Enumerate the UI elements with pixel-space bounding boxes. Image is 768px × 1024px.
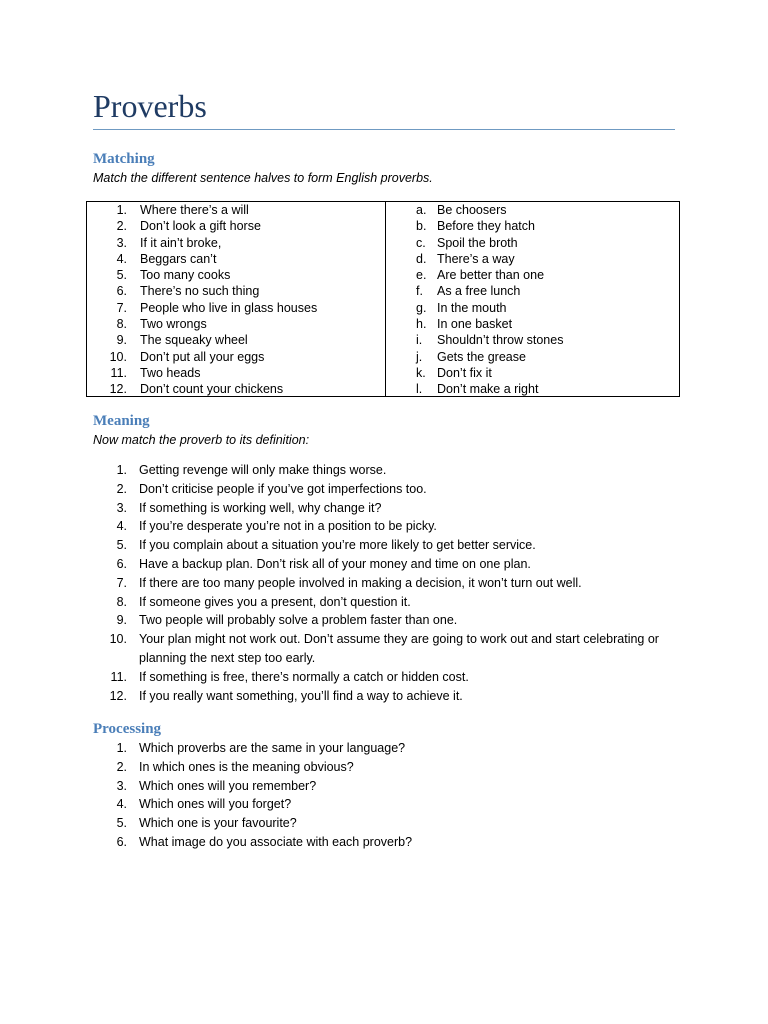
table-row (87, 381, 385, 397)
item-text: Are better than one (437, 268, 545, 283)
item-text: Two wrongs (140, 317, 207, 332)
list-item (93, 687, 693, 706)
item-number: 5. (116, 816, 127, 831)
item-number: d. (416, 251, 427, 266)
item-number: 12. (109, 382, 127, 397)
item-text: What image do you associate with each proverb? (139, 834, 413, 849)
list-item (93, 611, 693, 630)
table-row (87, 300, 385, 316)
item-text: If it ain’t broke, (140, 235, 222, 250)
list-item (93, 480, 693, 499)
table-row (386, 316, 680, 332)
table-row (87, 316, 385, 332)
list-item (93, 555, 693, 574)
item-number: 7. (116, 575, 127, 590)
processing-questions-list (93, 739, 693, 852)
item-number: 4. (116, 519, 127, 534)
item-number: 8. (116, 594, 127, 609)
item-number: 7. (116, 300, 127, 315)
table-row (87, 251, 385, 267)
item-text: If something is free, there’s normally a catch or hidden cost. (139, 669, 469, 684)
item-number: 11. (110, 669, 127, 684)
item-text: Beggars can’t (140, 251, 217, 266)
item-number: 6. (116, 284, 127, 299)
item-text: People who live in glass houses (140, 300, 318, 315)
table-row (386, 235, 680, 251)
item-number: 12. (109, 688, 127, 703)
item-number: k. (416, 365, 426, 380)
table-row (386, 300, 680, 316)
item-number: h. (416, 317, 427, 332)
table-row (87, 349, 385, 365)
item-number: a. (416, 203, 427, 217)
table-row (386, 218, 680, 234)
item-number: 9. (116, 333, 127, 348)
meaning-instruction: Now match the proverb to its definition: (93, 433, 310, 447)
item-number: g. (416, 300, 427, 315)
list-item (93, 461, 693, 480)
item-number: 6. (116, 556, 127, 571)
item-number: 3. (116, 778, 127, 793)
item-text: Don’t make a right (437, 382, 539, 397)
item-number: 1. (116, 203, 127, 217)
item-number: 5. (116, 268, 127, 283)
item-number: i. (416, 333, 423, 348)
item-text: Be choosers (437, 203, 507, 217)
table-row (87, 365, 385, 381)
item-number: 3. (116, 235, 127, 250)
table-row (386, 283, 680, 299)
item-number: 8. (116, 317, 127, 332)
item-text: Which one is your favourite? (139, 816, 297, 831)
definitions-list (93, 461, 693, 705)
item-text: Where there’s a will (140, 203, 249, 217)
item-number: 11. (110, 365, 127, 380)
item-text: In one basket (437, 317, 513, 332)
processing-heading: Processing (93, 721, 162, 737)
list-item (93, 499, 693, 518)
item-text: If something is working well, why change it? (139, 500, 382, 515)
table-row (87, 202, 385, 218)
item-text: Two people will probably solve a problem faster than one. (139, 613, 458, 628)
item-number: 5. (116, 538, 127, 553)
item-text: Too many cooks (140, 268, 231, 283)
item-number: b. (416, 219, 427, 234)
list-item (93, 593, 693, 612)
list-item (93, 517, 693, 536)
item-text: If you complain about a situation you’re more likely to get better service. (139, 538, 536, 553)
item-text: Two heads (140, 365, 201, 380)
item-text: Which ones will you remember? (139, 778, 317, 793)
item-text: Don’t look a gift horse (140, 219, 261, 234)
list-item (93, 574, 693, 593)
item-number: j. (416, 349, 423, 364)
item-text: Shouldn’t throw stones (437, 333, 564, 348)
table-row (386, 381, 680, 397)
item-text: Have a backup plan. Don’t risk all of your money and time on one plan. (139, 556, 531, 571)
table-row (386, 267, 680, 283)
proverb-endings-column (386, 202, 680, 398)
title-underline-rule (93, 129, 675, 130)
list-item (93, 795, 693, 814)
list-item (93, 630, 693, 668)
item-number: c. (416, 235, 426, 250)
meaning-heading: Meaning (93, 413, 150, 429)
item-text: Don’t fix it (437, 365, 492, 380)
list-item (93, 777, 693, 796)
item-text: Which proverbs are the same in your language? (139, 741, 406, 755)
item-text: The squeaky wheel (140, 333, 248, 348)
table-row (87, 267, 385, 283)
list-item (93, 833, 693, 852)
item-number: 1. (116, 741, 127, 755)
table-row (87, 218, 385, 234)
item-text: If you really want something, you’ll find a way to achieve it. (139, 688, 463, 703)
item-text: Don’t put all your eggs (140, 349, 265, 364)
item-text: If you’re desperate you’re not in a position to be picky. (139, 519, 437, 534)
item-number: e. (416, 268, 427, 283)
item-text: As a free lunch (437, 284, 521, 299)
item-text: In which ones is the meaning obvious? (139, 759, 354, 774)
item-text: Which ones will you forget? (139, 797, 292, 812)
list-item (93, 536, 693, 555)
item-number: 3. (116, 500, 127, 515)
item-text: Spoil the broth (437, 235, 518, 250)
item-text: Don’t criticise people if you’ve got imperfections too. (139, 481, 427, 496)
item-number: 2. (116, 219, 127, 234)
list-item (93, 814, 693, 833)
table-row (386, 251, 680, 267)
item-number: 2. (116, 759, 127, 774)
item-number: 4. (116, 797, 127, 812)
table-row (386, 202, 680, 218)
item-number: 9. (116, 613, 127, 628)
item-number: f. (416, 284, 423, 299)
item-text: In the mouth (437, 300, 507, 315)
item-number: 2. (116, 481, 127, 496)
list-item (93, 739, 693, 758)
table-row (87, 332, 385, 348)
item-text: Your plan might not work out. Don’t assume they are going to work out and start celebrating or planning the next step too early. (139, 632, 659, 665)
item-text: There’s a way (437, 251, 515, 266)
table-row (87, 283, 385, 299)
item-text: Getting revenge will only make things worse. (139, 463, 387, 477)
item-number: 10. (109, 632, 127, 647)
item-text: Gets the grease (437, 349, 526, 364)
table-row (386, 365, 680, 381)
list-item (93, 668, 693, 687)
item-number: 4. (116, 251, 127, 266)
item-number: l. (416, 382, 423, 397)
table-row (386, 349, 680, 365)
matching-instruction: Match the different sentence halves to form English proverbs. (93, 171, 433, 185)
item-number: 10. (109, 349, 127, 364)
item-text: Before they hatch (437, 219, 535, 234)
item-text: If there are too many people involved in making a decision, it won’t turn out well. (139, 575, 582, 590)
item-number: 1. (116, 463, 127, 477)
list-item (93, 758, 693, 777)
item-text: If someone gives you a present, don’t question it. (139, 594, 411, 609)
item-number: 6. (116, 834, 127, 849)
page-title: Proverbs (93, 88, 207, 124)
matching-heading: Matching (93, 151, 155, 167)
proverb-beginnings-column (87, 202, 385, 398)
table-row (87, 235, 385, 251)
matching-table (86, 201, 680, 397)
table-row (386, 332, 680, 348)
item-text: There’s no such thing (140, 284, 260, 299)
item-text: Don’t count your chickens (140, 382, 284, 397)
